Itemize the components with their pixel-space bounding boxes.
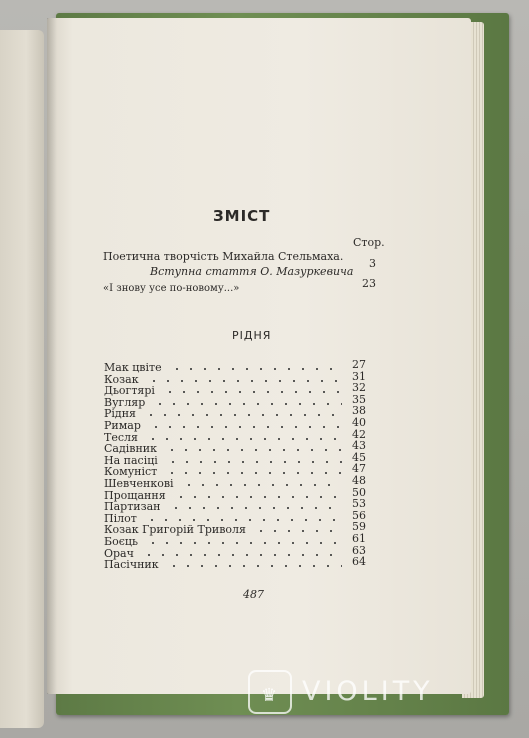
toc-entry <box>104 358 366 374</box>
toc-entry-page: 45 <box>352 450 366 464</box>
toc-entry <box>104 439 366 456</box>
toc-leader-dots <box>144 414 342 416</box>
toc-entry-title: Рідня <box>104 407 136 421</box>
toc-entry-page: 61 <box>352 532 366 545</box>
toc-entry <box>104 543 366 560</box>
toc-leader-dots <box>146 438 342 440</box>
toc-leader-dots <box>153 403 342 405</box>
toc-entry-title: Дьогтярі <box>104 384 155 398</box>
toc-entry-title: Мак цвіте <box>104 361 162 374</box>
toc-entry-title: Пасічник <box>104 558 159 572</box>
toc-entry-title: Партизан <box>104 500 161 514</box>
toc-leader-dots <box>146 542 342 544</box>
znovu-page: 23 <box>362 277 376 290</box>
toc-entry-page: 35 <box>352 392 366 406</box>
watermark-text: VIOLITY <box>302 676 434 707</box>
watermark-logo-box <box>248 670 292 714</box>
toc-leader-dots <box>147 380 342 382</box>
toc-entry <box>104 508 366 525</box>
toc-entry <box>104 369 366 386</box>
toc-entry-title: Шевченкові <box>104 477 174 490</box>
toc-entry-page: 31 <box>352 369 366 383</box>
toc-leader-dots <box>165 449 342 451</box>
toc-entry-page: 40 <box>352 416 366 429</box>
intro-page: 3 <box>369 257 376 270</box>
crown-icon: ♛ <box>261 685 278 706</box>
page-column-header: Стор. <box>353 236 385 249</box>
toc-entry-title: Козак Григорій Триволя <box>104 523 246 537</box>
toc-leader-dots <box>169 507 343 509</box>
toc-entry <box>104 450 366 467</box>
toc-entry-title: Садівник <box>104 442 157 456</box>
toc-entry-page: 38 <box>352 404 366 418</box>
toc-leader-dots <box>142 554 342 556</box>
toc-leader-dots <box>170 368 342 370</box>
toc-entry-title: Прощання <box>104 488 166 502</box>
toc-entry-page: 48 <box>352 474 366 487</box>
toc-entry-title: Боєць <box>104 535 138 548</box>
toc-entry-page: 64 <box>352 555 366 569</box>
toc-entry <box>104 520 366 537</box>
intro-title: Поетична творчість Михайла Стельмаха. <box>103 250 344 263</box>
toc-entry-title: Римар <box>104 419 141 432</box>
toc-entry <box>104 474 366 490</box>
toc-leader-dots <box>149 426 342 428</box>
toc-entry-page: 47 <box>352 462 366 476</box>
toc-entry-title: Пілот <box>104 511 137 525</box>
page-number: 487 <box>243 588 264 601</box>
toc-entry-page: 63 <box>352 543 366 557</box>
toc-leader-dots <box>167 565 342 567</box>
toc-entry <box>104 427 366 444</box>
toc-leader-dots <box>163 391 342 393</box>
toc-entry <box>104 532 366 548</box>
watermark <box>248 670 508 716</box>
toc-entry-title: Козак <box>104 372 139 386</box>
toc-entry-page: 32 <box>352 381 366 395</box>
toc-title: ЗМІСТ <box>213 207 271 225</box>
intro-subtitle: Вступна стаття О. Мазуркевича <box>150 265 354 278</box>
toc-entry-page: 56 <box>352 508 366 522</box>
toc-leader-dots <box>145 519 342 521</box>
toc-leader-dots <box>165 472 342 474</box>
toc-entry-page: 42 <box>352 427 366 441</box>
toc-entry <box>104 462 366 479</box>
toc-entry-page: 59 <box>352 520 366 534</box>
toc-entry <box>104 555 366 572</box>
toc-leader-dots <box>174 496 342 498</box>
toc-entry-title: Орач <box>104 546 134 560</box>
toc-leader-dots <box>254 530 342 532</box>
toc-entry-page: 53 <box>352 497 366 511</box>
toc-entry <box>104 404 366 421</box>
section-title: РІДНЯ <box>232 329 272 342</box>
toc-entry-title: Комуніст <box>104 465 158 479</box>
page-gutter-shadow <box>47 18 57 694</box>
toc-entry-page: 50 <box>352 485 366 499</box>
toc-entry <box>104 497 366 514</box>
znovu-title: «І знову усе по-новому...» <box>103 283 240 294</box>
toc-entry-title: Вугляр <box>104 395 146 409</box>
toc-entry <box>104 381 366 398</box>
toc-entry-title: Тесля <box>104 430 138 444</box>
toc-entry <box>104 416 366 432</box>
toc-entry-page: 43 <box>352 439 366 453</box>
toc-leader-dots <box>166 461 342 463</box>
toc-entry-page: 27 <box>352 358 366 371</box>
toc-leader-dots <box>182 484 342 486</box>
toc-entry <box>104 392 366 409</box>
toc-entry-title: На пасіці <box>104 453 158 467</box>
toc-entry <box>104 485 366 502</box>
left-page <box>0 30 44 728</box>
